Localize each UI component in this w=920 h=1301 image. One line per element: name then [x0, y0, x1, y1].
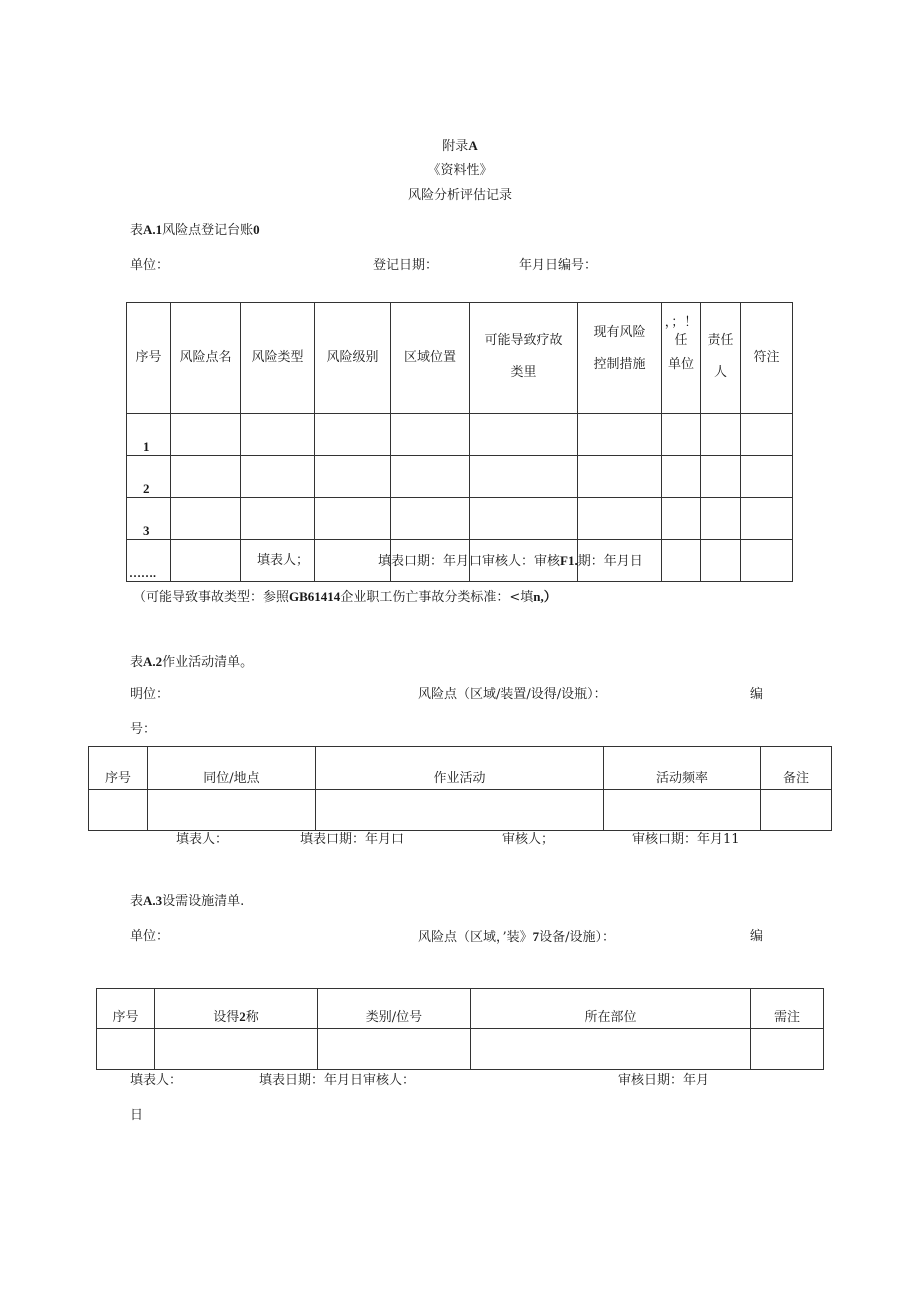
column-header-remark: 需注	[751, 989, 824, 1029]
column-header-activity: 作业活动	[316, 747, 604, 790]
equipment-facility-table	[96, 988, 824, 1070]
appendix-note: 《资料性》	[427, 163, 493, 178]
table-cell[interactable]	[662, 414, 701, 456]
table-cell[interactable]	[741, 456, 793, 498]
document-title: 风险分析评估记录	[407, 188, 512, 203]
table-cell[interactable]	[662, 498, 701, 540]
column-header-remark: 符注	[741, 303, 793, 414]
table-row	[127, 498, 793, 540]
table-row	[127, 414, 793, 456]
table-cell[interactable]	[171, 498, 241, 540]
table-cell[interactable]	[171, 414, 241, 456]
table-cell[interactable]	[315, 414, 391, 456]
table-a2-risk-point-label: 风险点（区域/装置/设得/设瓶）：	[418, 687, 607, 702]
table-a1-caption: 表A.1风险点登记台账0	[130, 222, 260, 238]
table-a1-footer-filler: 填表人；	[257, 553, 310, 568]
appendix-title: 附录A	[442, 138, 478, 154]
table-cell[interactable]	[315, 498, 391, 540]
table-cell[interactable]	[97, 1029, 155, 1070]
table-a3-risk-point-label: 风险点（区域，’装》7设备/设施）：	[418, 929, 616, 945]
column-header-seq: 序号	[89, 747, 148, 790]
table-cell[interactable]	[701, 498, 741, 540]
table-cell[interactable]	[578, 498, 662, 540]
table-a2-post-label: 明位：	[130, 687, 170, 702]
table-a3-number-label: 编	[750, 929, 764, 944]
table-cell[interactable]	[391, 498, 470, 540]
table-cell[interactable]	[701, 414, 741, 456]
table-a2-number-label-cont: 号：	[130, 722, 157, 737]
table-cell[interactable]	[662, 540, 701, 582]
table-a1-reg-date-label: 登记日期：	[373, 258, 439, 273]
table-a1-unit-label: 单位：	[130, 258, 170, 273]
table-a1-accident-type-note: （可能导致事故类型：参照GB61414企业职工伤亡事故分类标准：<填n,）	[133, 589, 557, 605]
table-cell[interactable]	[391, 456, 470, 498]
table-a3-caption: 表A.3设需设施清单.	[130, 893, 245, 909]
table-cell[interactable]	[315, 456, 391, 498]
table-cell[interactable]	[241, 456, 315, 498]
row-number: 3	[127, 498, 171, 540]
table-a3-footer-review-date: 审核日期：年月	[618, 1073, 710, 1088]
table-a2-number-label: 编	[750, 687, 764, 702]
table-cell[interactable]	[701, 456, 741, 498]
table-cell[interactable]	[471, 1029, 751, 1070]
table-cell[interactable]	[470, 414, 578, 456]
table-cell[interactable]	[741, 498, 793, 540]
table-cell[interactable]	[761, 790, 832, 831]
table-cell[interactable]	[578, 414, 662, 456]
column-header-seq: 序号	[127, 303, 171, 414]
table-cell[interactable]	[701, 540, 741, 582]
risk-point-register-table	[126, 302, 793, 582]
column-header-frequency: 活动频率	[604, 747, 761, 790]
table-a3-footer-fill-date: 填表日期：年月日审核人：	[259, 1073, 416, 1088]
table-row	[97, 1029, 824, 1070]
table-a2-caption: 表A.2作业活动清单。	[130, 654, 254, 670]
table-row	[127, 456, 793, 498]
column-header-name: 风险点名	[171, 303, 241, 414]
row-number: 1	[127, 414, 171, 456]
column-header-remark: 备注	[761, 747, 832, 790]
table-a1-footer-dates: 填表口期：年月口审核人：审核F1.期：年月日	[378, 553, 643, 569]
column-header-seq: 序号	[97, 989, 155, 1029]
table-cell[interactable]	[241, 498, 315, 540]
table-cell[interactable]	[148, 790, 316, 831]
table-header-row	[89, 747, 832, 790]
table-row	[89, 790, 832, 831]
column-header-level: 风险级别	[315, 303, 391, 414]
table-cell[interactable]	[751, 1029, 824, 1070]
table-a2-footer-review-date: 审核口期：年月11	[632, 832, 740, 847]
table-a2-footer-filler: 填表人：	[176, 832, 229, 847]
column-header-responsible-person: 责任 人	[701, 303, 741, 414]
table-cell[interactable]	[155, 1029, 318, 1070]
row-number: 2	[127, 456, 171, 498]
table-header-row	[127, 303, 793, 414]
table-a3-footer-filler: 填表人：	[130, 1073, 183, 1088]
table-a1-date-number-label: 年月日编号：	[519, 258, 598, 273]
table-a2-footer-reviewer: 审核人；	[502, 832, 555, 847]
table-header-row	[97, 989, 824, 1029]
table-cell[interactable]	[470, 456, 578, 498]
column-header-post: 同位/地点	[148, 747, 316, 790]
table-a3-footer-day: 日	[130, 1108, 144, 1123]
column-header-category: 类别/位号	[318, 989, 471, 1029]
column-header-control: 现有风险 控制措施	[578, 303, 662, 414]
column-header-area: 区域位置	[391, 303, 470, 414]
column-header-type: 风险类型	[241, 303, 315, 414]
table-cell[interactable]	[171, 456, 241, 498]
table-cell[interactable]	[318, 1029, 471, 1070]
table-cell[interactable]	[316, 790, 604, 831]
table-cell[interactable]	[241, 414, 315, 456]
table-cell[interactable]	[391, 414, 470, 456]
table-a2-footer-fill-date: 填表口期：年月口	[300, 832, 405, 847]
work-activity-table	[88, 746, 832, 831]
table-cell[interactable]	[741, 540, 793, 582]
table-cell[interactable]	[89, 790, 148, 831]
table-cell[interactable]	[171, 540, 241, 582]
table-cell[interactable]	[604, 790, 761, 831]
table-cell[interactable]	[470, 498, 578, 540]
table-cell[interactable]	[741, 414, 793, 456]
row-number: …….	[127, 540, 171, 582]
table-cell[interactable]	[578, 456, 662, 498]
column-header-responsible-unit: ，；！ 任 单位	[662, 303, 701, 414]
column-header-accident-type: 可能导致疗故 类里	[470, 303, 578, 414]
table-cell[interactable]	[662, 456, 701, 498]
column-header-name: 设得2称	[155, 989, 318, 1029]
table-a3-unit-label: 单位：	[130, 929, 170, 944]
column-header-location: 所在部位	[471, 989, 751, 1029]
